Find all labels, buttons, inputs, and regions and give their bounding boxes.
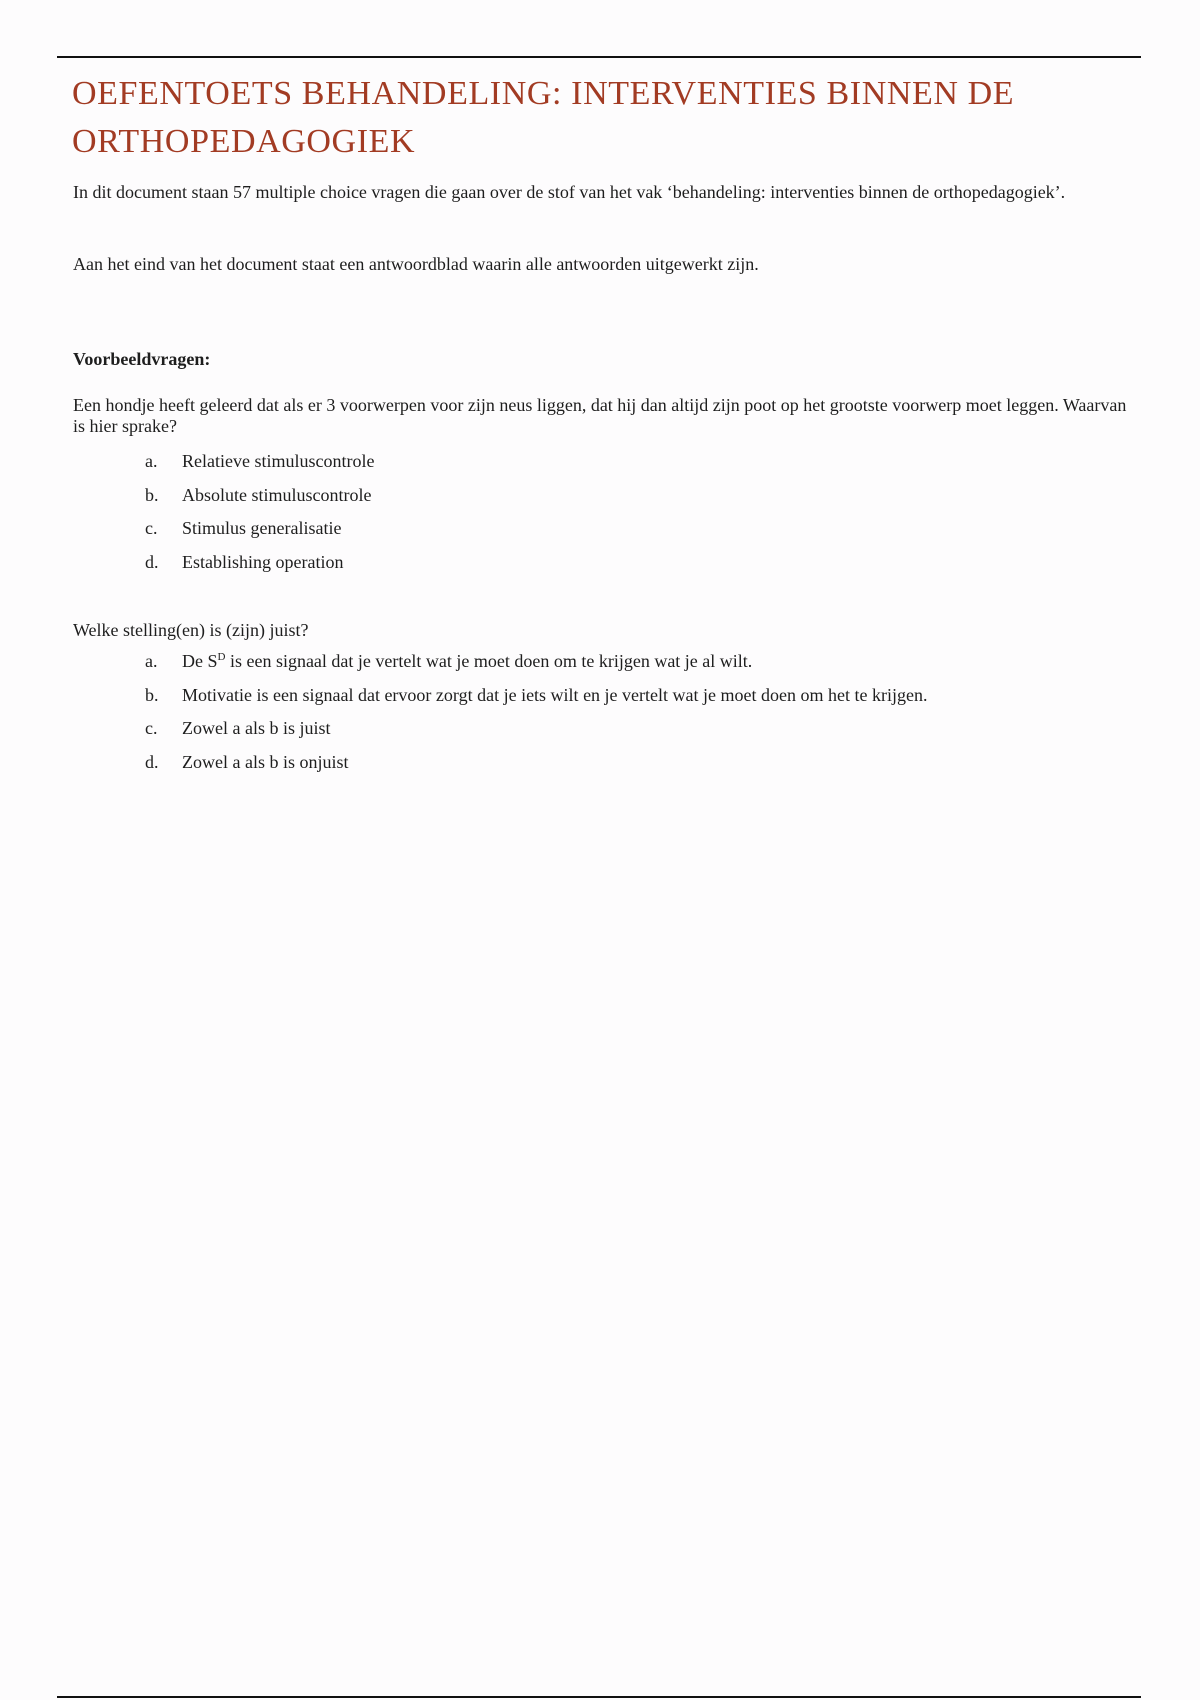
- page-title: OEFENTOETS BEHANDELING: INTERVENTIES BINNEN DE ORTHOPEDAGOGIEK: [72, 75, 1015, 160]
- option-text-prefix: De S: [182, 651, 218, 671]
- answer-options: [145, 448, 374, 582]
- option-letter: a.: [145, 451, 158, 471]
- answer-option: [145, 749, 927, 783]
- option-letter: d.: [145, 751, 159, 772]
- option-text: Zowel a als b is juist: [182, 718, 331, 738]
- intro-paragraph: In dit document staan 57 multiple choice vragen die gaan over de stof van het vak ‘behandeling: interventies binnen de orthopedagogiek’.: [73, 182, 1066, 202]
- question-text: Een hondje heeft geleerd dat als er 3 voorwerpen voor zijn neus liggen, dat hij dan altijd zijn poot op het grootste voorwerp moet leggen. Waarvan is hier sprake?: [73, 395, 1127, 436]
- option-letter: c.: [145, 518, 158, 538]
- option-letter: b.: [145, 484, 159, 505]
- option-text: Absolute stimuluscontrole: [182, 484, 372, 505]
- option-text-suffix: is een signaal dat je vertelt wat je moet doen om te krijgen wat je al wilt.: [225, 651, 753, 671]
- answer-option: [145, 549, 374, 583]
- superscript-d: D: [217, 651, 226, 663]
- question-text: Welke stelling(en) is (zijn) juist?: [73, 620, 309, 640]
- option-letter: a.: [145, 651, 158, 671]
- answer-option: [145, 515, 374, 549]
- option-letter: c.: [145, 718, 158, 738]
- top-rule: [57, 56, 1141, 58]
- answer-sheet-note: Aan het eind van het document staat een antwoordblad waarin alle antwoorden uitgewerkt zijn.: [73, 254, 759, 274]
- option-text: Motivatie is een signaal dat ervoor zorgt dat je iets wilt en je vertelt wat je moet doen om het te krijgen.: [182, 684, 928, 705]
- answer-options: [145, 648, 927, 782]
- answer-option: [145, 482, 374, 516]
- option-text: Establishing operation: [182, 551, 344, 572]
- section-heading: Voorbeeldvragen:: [73, 349, 211, 369]
- option-text: Zowel a als b is onjuist: [182, 751, 349, 772]
- answer-option: [145, 715, 927, 749]
- answer-option: [145, 648, 927, 682]
- bottom-rule: [57, 1696, 1141, 1698]
- option-text: Stimulus generalisatie: [182, 518, 342, 538]
- option-text: Relatieve stimuluscontrole: [182, 451, 375, 471]
- answer-option: [145, 682, 927, 716]
- option-letter: b.: [145, 684, 159, 705]
- option-letter: d.: [145, 551, 159, 572]
- answer-option: [145, 448, 374, 482]
